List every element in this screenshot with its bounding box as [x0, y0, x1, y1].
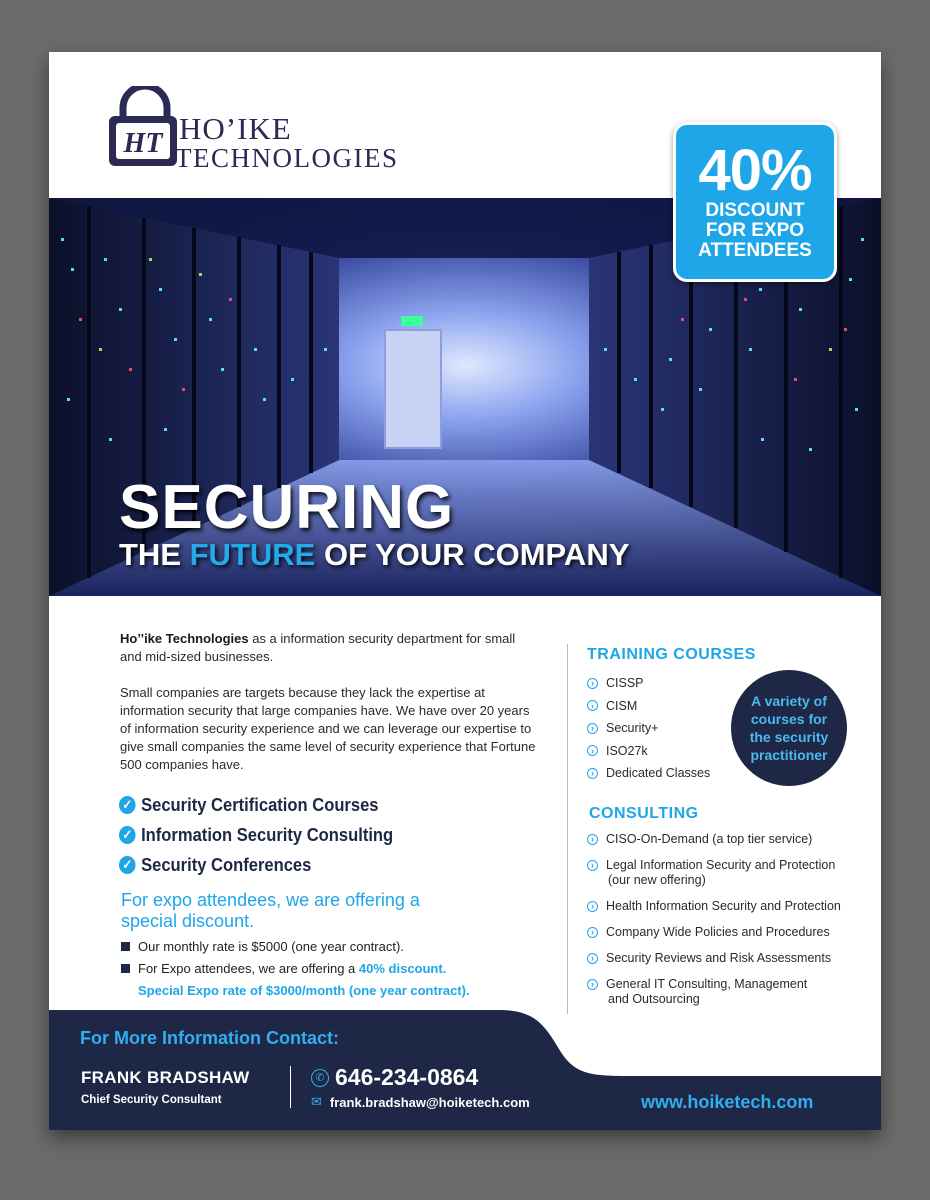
consulting-item — [587, 925, 841, 940]
subheadline-post: OF YOUR COMPANY — [315, 537, 630, 572]
discount-line-3: ATTENDEES — [698, 240, 812, 261]
logo-line-1: HO’IKE — [179, 111, 292, 146]
arrow-circle-icon: › — [587, 927, 598, 938]
check-circle-icon: ✓ — [119, 856, 136, 874]
consulting-item — [587, 858, 841, 888]
arrow-circle-icon: › — [587, 700, 598, 711]
consulting-item-sublabel: (our new offering) — [608, 873, 706, 887]
offer-special-rate: Special Expo rate of $3000/month (one year contract). — [138, 983, 470, 998]
training-item-label: Security+ — [606, 721, 659, 736]
consulting-item-label: CISO-On-Demand (a top tier service) — [606, 832, 813, 846]
email-address[interactable]: frank.bradshaw@hoiketech.com — [329, 1094, 530, 1110]
arrow-circle-icon: › — [587, 745, 598, 756]
logo-monogram: HT — [123, 128, 163, 159]
square-bullet-icon — [121, 942, 130, 951]
arrow-circle-icon: › — [587, 979, 598, 990]
consulting-list — [587, 832, 841, 1018]
arrow-circle-icon: › — [587, 678, 598, 689]
consulting-item-label: General IT Consulting, Management — [606, 977, 808, 991]
company-name: Ho’’ike Technologies — [120, 631, 249, 646]
offer-bullets — [121, 936, 470, 1002]
offer-discount-highlight: 40% discount. — [358, 961, 447, 976]
training-item — [587, 717, 710, 740]
consulting-item-label: Security Reviews and Risk Assessments — [606, 951, 832, 965]
subheadline-pre: THE — [119, 537, 190, 572]
training-item-label: Dedicated Classes — [606, 766, 711, 781]
check-circle-icon: ✓ — [119, 826, 136, 844]
consulting-title: CONSULTING — [589, 805, 699, 822]
offer-bullet-text: For Expo attendees, we are offering a — [138, 961, 359, 976]
hero-subheadline — [119, 538, 629, 572]
column-divider — [567, 644, 568, 1014]
consulting-item-label: Legal Information Security and Protection — [606, 858, 836, 872]
intro-paragraph-2: Small companies are targets because they lack the expertise at information security that large companies have. We have over 20 years of information security experience and we can leverage our expertise to give small companies the same level of security experience that Fortune 500 companies have. — [120, 685, 536, 772]
arrow-circle-icon: › — [587, 723, 598, 734]
hero-headline: SECURING — [119, 473, 455, 542]
arrow-circle-icon: › — [587, 901, 598, 912]
consulting-item — [587, 951, 841, 966]
check-label: Security Certification Courses — [141, 794, 379, 815]
offer-bullet — [121, 958, 470, 980]
footer-divider — [290, 1066, 291, 1108]
contact-name: FRANK BRADSHAW — [81, 1068, 250, 1087]
training-item — [587, 672, 710, 695]
training-title: TRAINING COURSES — [587, 646, 756, 663]
check-label: Information Security Consulting — [141, 824, 394, 845]
consulting-item — [587, 899, 841, 914]
check-item — [119, 850, 393, 880]
company-logo — [105, 86, 435, 176]
training-item — [587, 740, 710, 763]
training-item-label: CISSP — [606, 676, 644, 691]
intro-p1-rest: as a information security department for small and mid-sized businesses. — [120, 631, 516, 664]
arrow-circle-icon: › — [587, 768, 598, 779]
consulting-item — [587, 977, 841, 1007]
consulting-item-label: Health Information Security and Protection — [606, 899, 841, 913]
arrow-circle-icon: › — [587, 834, 598, 845]
mail-icon: ✉ — [311, 1094, 322, 1109]
phone-number[interactable]: 646-234-0864 — [335, 1064, 479, 1090]
flyer-page — [49, 52, 881, 1130]
intro-paragraph-1 — [120, 630, 540, 666]
consulting-item — [587, 832, 841, 847]
lock-logo-icon — [105, 86, 185, 176]
contact-email[interactable] — [311, 1094, 530, 1110]
discount-percent: 40% — [698, 138, 812, 203]
logo-line-2: TECHNOLOGIES — [175, 143, 399, 173]
consulting-item-sublabel: and Outsourcing — [608, 992, 700, 1006]
training-item-label: CISM — [606, 698, 638, 713]
check-label: Security Conferences — [141, 854, 312, 875]
square-bullet-icon — [121, 964, 130, 973]
contact-role: Chief Security Consultant — [81, 1094, 222, 1106]
discount-line-2: FOR EXPO — [705, 220, 805, 241]
courses-callout-circle — [731, 670, 847, 786]
offer-bullet-text: Our monthly rate is $5000 (one year contract). — [138, 939, 404, 954]
check-circle-icon: ✓ — [119, 796, 136, 814]
courses-callout-text: A variety of courses for the security practitioner — [749, 693, 829, 763]
services-checklist — [119, 790, 417, 880]
consulting-item-label: Company Wide Policies and Procedures — [606, 925, 830, 939]
arrow-circle-icon: › — [587, 860, 598, 871]
website-link[interactable]: www.hoiketech.com — [641, 1092, 814, 1112]
training-item — [587, 762, 710, 785]
contact-label: For More Information Contact: — [80, 1028, 339, 1048]
training-item — [587, 695, 710, 718]
contact-phone[interactable] — [311, 1064, 478, 1091]
discount-badge — [673, 122, 837, 282]
training-list — [587, 672, 710, 785]
discount-line-1: DISCOUNT — [705, 200, 805, 221]
arrow-circle-icon: › — [587, 953, 598, 964]
offer-bullet — [121, 936, 470, 958]
subheadline-highlight: FUTURE — [189, 537, 316, 572]
check-item — [119, 790, 393, 820]
intro-text — [120, 630, 540, 792]
phone-icon: ✆ — [311, 1069, 329, 1087]
training-item-label: ISO27k — [606, 743, 648, 758]
check-item — [119, 820, 393, 850]
offer-heading: For expo attendees, we are offering a special discount. — [121, 890, 420, 931]
